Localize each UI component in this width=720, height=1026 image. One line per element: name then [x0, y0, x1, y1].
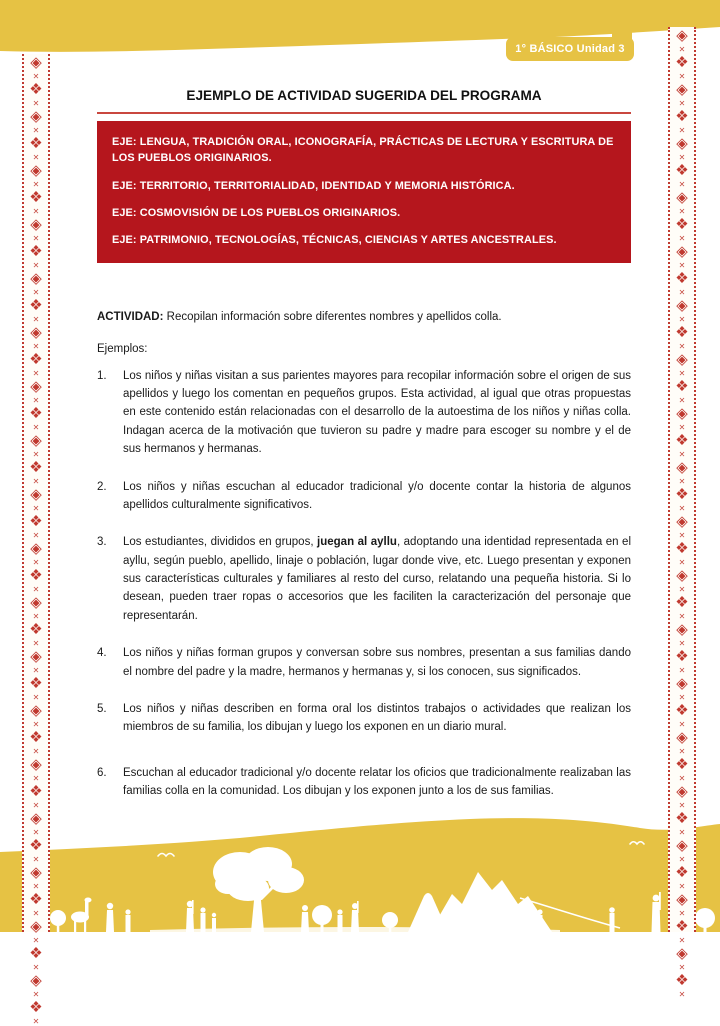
- examples-label: Ejemplos:: [97, 343, 148, 356]
- textile-diamond-motif-icon: ◈: [30, 162, 42, 179]
- textile-cross-motif-icon: ✕: [32, 396, 40, 405]
- textile-cross-motif-icon: ✕: [32, 720, 40, 729]
- textile-diamond-motif-icon: ❖: [675, 594, 689, 611]
- textile-diamond-motif-icon: ◈: [30, 864, 42, 881]
- textile-cross-motif-icon: ✕: [32, 450, 40, 459]
- eje-item: EJE: TERRITORIO, TERRITORIALIDAD, IDENTIDAD Y MEMORIA HISTÓRICA.: [112, 179, 515, 192]
- example-item: [97, 644, 631, 681]
- textile-diamond-motif-icon: ◈: [676, 459, 688, 476]
- textile-diamond-motif-icon: ◈: [676, 567, 688, 584]
- textile-diamond-motif-icon: ◈: [676, 189, 688, 206]
- person-silhouette: [200, 907, 205, 932]
- textile-cross-motif-icon: ✕: [678, 990, 686, 999]
- textile-diamond-motif-icon: ◈: [676, 783, 688, 800]
- unit-badge: 1° BÁSICO Unidad 3: [506, 37, 634, 61]
- textile-cross-motif-icon: ✕: [678, 45, 686, 54]
- example-item: [97, 478, 631, 515]
- textile-cross-motif-icon: ✕: [678, 531, 686, 540]
- textile-diamond-motif-icon: ◈: [30, 486, 42, 503]
- textile-cross-motif-icon: ✕: [678, 801, 686, 810]
- textile-diamond-motif-icon: ❖: [29, 513, 43, 530]
- person-silhouette: [186, 900, 194, 932]
- textile-diamond-motif-icon: ❖: [675, 540, 689, 557]
- item-number: 4.: [97, 647, 107, 660]
- textile-diamond-motif-icon: ❖: [675, 756, 689, 773]
- textile-diamond-motif-icon: ❖: [29, 189, 43, 206]
- textile-diamond-motif-icon: ◈: [676, 837, 688, 854]
- textile-diamond-motif-icon: ◈: [676, 729, 688, 746]
- textile-diamond-motif-icon: ◈: [30, 702, 42, 719]
- textile-diamond-motif-icon: ◈: [676, 81, 688, 98]
- textile-cross-motif-icon: ✕: [678, 261, 686, 270]
- left-textile-pattern-strip: [22, 54, 50, 1026]
- textile-cross-motif-icon: ✕: [32, 612, 40, 621]
- textile-cross-motif-icon: ✕: [32, 423, 40, 432]
- activity-text: Recopilan información sobre diferentes nombres y apellidos colla.: [163, 310, 502, 323]
- textile-cross-motif-icon: ✕: [32, 126, 40, 135]
- textile-diamond-motif-icon: ◈: [30, 594, 42, 611]
- textile-diamond-motif-icon: ◈: [30, 918, 42, 935]
- textile-diamond-motif-icon: ◈: [676, 297, 688, 314]
- textile-cross-motif-icon: ✕: [32, 882, 40, 891]
- textile-diamond-motif-icon: ❖: [675, 108, 689, 125]
- textile-cross-motif-icon: ✕: [678, 909, 686, 918]
- item-text: Escuchan al educador tradicional y/o docente relatar los oficios que tradicionalmente realizaban las familias colla en la comunidad. Los dibujan y los exponen junto a los de sus familias.: [123, 766, 631, 798]
- textile-diamond-motif-icon: ◈: [30, 378, 42, 395]
- textile-diamond-motif-icon: ❖: [29, 621, 43, 638]
- textile-diamond-motif-icon: ❖: [29, 783, 43, 800]
- person-silhouette: [106, 903, 114, 932]
- textile-cross-motif-icon: ✕: [678, 288, 686, 297]
- textile-cross-motif-icon: ✕: [32, 342, 40, 351]
- textile-cross-motif-icon: ✕: [32, 558, 40, 567]
- item-number: 1.: [97, 369, 107, 382]
- textile-diamond-motif-icon: ❖: [675, 432, 689, 449]
- textile-cross-motif-icon: ✕: [32, 909, 40, 918]
- textile-diamond-motif-icon: ❖: [29, 405, 43, 422]
- textile-diamond-motif-icon: ◈: [30, 432, 42, 449]
- textile-diamond-motif-icon: ❖: [29, 945, 43, 962]
- textile-cross-motif-icon: ✕: [678, 936, 686, 945]
- textile-cross-motif-icon: ✕: [678, 747, 686, 756]
- textile-cross-motif-icon: ✕: [32, 504, 40, 513]
- textile-cross-motif-icon: ✕: [32, 477, 40, 486]
- textile-cross-motif-icon: ✕: [32, 855, 40, 864]
- example-item: [97, 367, 631, 459]
- textile-cross-motif-icon: ✕: [678, 396, 686, 405]
- textile-diamond-motif-icon: ◈: [676, 891, 688, 908]
- textile-diamond-motif-icon: ◈: [30, 810, 42, 827]
- textile-cross-motif-icon: ✕: [32, 747, 40, 756]
- textile-diamond-motif-icon: ❖: [29, 459, 43, 476]
- textile-diamond-motif-icon: ◈: [30, 540, 42, 557]
- textile-cross-motif-icon: ✕: [678, 72, 686, 81]
- item-text: Los niños y niñas describen en forma oral los distintos trabajos o actividades que realizan los miembros de su familia, los dibujan y luego los exponen en un diario mural.: [123, 703, 631, 734]
- example-item: [97, 700, 631, 737]
- textile-diamond-motif-icon: ❖: [675, 216, 689, 233]
- eje-item: EJE: PATRIMONIO, TECNOLOGÍAS, TÉCNICAS, CIENCIAS Y ARTES ANCESTRALES.: [112, 234, 557, 247]
- textile-diamond-motif-icon: ◈: [676, 27, 688, 44]
- example-item: [97, 533, 631, 625]
- textile-diamond-motif-icon: ❖: [675, 918, 689, 935]
- textile-cross-motif-icon: ✕: [678, 423, 686, 432]
- textile-cross-motif-icon: ✕: [32, 774, 40, 783]
- activity-label: ACTIVIDAD:: [97, 310, 164, 323]
- textile-diamond-motif-icon: ❖: [675, 648, 689, 665]
- textile-cross-motif-icon: ✕: [678, 450, 686, 459]
- textile-cross-motif-icon: ✕: [32, 828, 40, 837]
- textile-cross-motif-icon: ✕: [32, 234, 40, 243]
- textile-cross-motif-icon: ✕: [32, 72, 40, 81]
- textile-diamond-motif-icon: ❖: [675, 810, 689, 827]
- textile-diamond-motif-icon: ❖: [675, 54, 689, 71]
- textile-cross-motif-icon: ✕: [678, 612, 686, 621]
- item-text: Los estudiantes, divididos en grupos, juegan al ayllu, adoptando una identidad representada en el ayllu, según pueblo, apellido, linaje o población, lugar donde vive, etc. Luego presentan y exponen sus características culturales y familiares al resto del curso, relatando una pequeña historia. Si lo desean, pueden traer ropas o accesorios que les faciliten la caracterización del personaje que representarán.: [123, 536, 631, 622]
- item-number: 2.: [97, 480, 107, 493]
- textile-diamond-motif-icon: ◈: [30, 270, 42, 287]
- textile-cross-motif-icon: ✕: [678, 963, 686, 972]
- textile-cross-motif-icon: ✕: [678, 585, 686, 594]
- textile-cross-motif-icon: ✕: [678, 315, 686, 324]
- eje-item: EJE: LENGUA, TRADICIÓN ORAL, ICONOGRAFÍA, PRÁCTICAS DE LECTURA Y ESCRITURA DE LOS PUEBLOS ORIGINARIOS.: [112, 136, 614, 165]
- textile-cross-motif-icon: ✕: [678, 477, 686, 486]
- textile-cross-motif-icon: ✕: [32, 990, 40, 999]
- textile-cross-motif-icon: ✕: [32, 531, 40, 540]
- textile-cross-motif-icon: ✕: [678, 693, 686, 702]
- textile-cross-motif-icon: ✕: [32, 585, 40, 594]
- textile-cross-motif-icon: ✕: [32, 315, 40, 324]
- textile-cross-motif-icon: ✕: [32, 639, 40, 648]
- textile-cross-motif-icon: ✕: [32, 369, 40, 378]
- textile-cross-motif-icon: ✕: [678, 558, 686, 567]
- textile-cross-motif-icon: ✕: [32, 261, 40, 270]
- textile-cross-motif-icon: ✕: [678, 126, 686, 135]
- content-column: [97, 88, 631, 820]
- textile-diamond-motif-icon: ◈: [30, 972, 42, 989]
- textile-diamond-motif-icon: ❖: [675, 702, 689, 719]
- textile-cross-motif-icon: ✕: [678, 720, 686, 729]
- eje-box: [97, 121, 631, 263]
- textile-diamond-motif-icon: ❖: [29, 999, 43, 1016]
- item-text: Los niños y niñas escuchan al educador tradicional y/o docente contar la historia de algunos apellidos culturalmente significativos.: [123, 480, 631, 511]
- textile-diamond-motif-icon: ◈: [30, 216, 42, 233]
- textile-cross-motif-icon: ✕: [678, 99, 686, 108]
- textile-cross-motif-icon: ✕: [678, 207, 686, 216]
- textile-cross-motif-icon: ✕: [678, 666, 686, 675]
- right-textile-pattern-strip: [668, 27, 696, 999]
- textile-cross-motif-icon: ✕: [32, 801, 40, 810]
- textile-diamond-motif-icon: ❖: [29, 81, 43, 98]
- textile-diamond-motif-icon: ◈: [676, 621, 688, 638]
- person-silhouette: [125, 909, 130, 932]
- textile-diamond-motif-icon: ◈: [30, 108, 42, 125]
- textile-diamond-motif-icon: ❖: [675, 378, 689, 395]
- item-number: 5.: [97, 703, 107, 716]
- textile-diamond-motif-icon: ◈: [676, 135, 688, 152]
- textile-diamond-motif-icon: ◈: [30, 54, 42, 71]
- textile-diamond-motif-icon: ◈: [676, 405, 688, 422]
- textile-cross-motif-icon: ✕: [678, 855, 686, 864]
- textile-cross-motif-icon: ✕: [678, 180, 686, 189]
- activity-paragraph: [97, 309, 631, 326]
- textile-cross-motif-icon: ✕: [32, 153, 40, 162]
- textile-diamond-motif-icon: ❖: [675, 324, 689, 341]
- textile-cross-motif-icon: ✕: [678, 504, 686, 513]
- person-silhouette: [609, 907, 615, 932]
- textile-diamond-motif-icon: ❖: [675, 270, 689, 287]
- textile-diamond-motif-icon: ❖: [29, 135, 43, 152]
- textile-cross-motif-icon: ✕: [32, 666, 40, 675]
- textile-cross-motif-icon: ✕: [32, 207, 40, 216]
- textile-cross-motif-icon: ✕: [32, 99, 40, 108]
- textile-diamond-motif-icon: ❖: [29, 567, 43, 584]
- textile-diamond-motif-icon: ❖: [675, 864, 689, 881]
- textile-cross-motif-icon: ✕: [678, 828, 686, 837]
- example-list: [97, 367, 631, 801]
- textile-cross-motif-icon: ✕: [678, 369, 686, 378]
- textile-cross-motif-icon: ✕: [678, 639, 686, 648]
- textile-diamond-motif-icon: ◈: [676, 945, 688, 962]
- textile-cross-motif-icon: ✕: [678, 234, 686, 243]
- page-title: EJEMPLO DE ACTIVIDAD SUGERIDA DEL PROGRAMA: [186, 88, 542, 103]
- textile-cross-motif-icon: ✕: [32, 936, 40, 945]
- textile-cross-motif-icon: ✕: [32, 180, 40, 189]
- textile-cross-motif-icon: ✕: [678, 774, 686, 783]
- textile-cross-motif-icon: ✕: [678, 153, 686, 162]
- textile-cross-motif-icon: ✕: [32, 963, 40, 972]
- textile-diamond-motif-icon: ❖: [29, 243, 43, 260]
- textile-diamond-motif-icon: ❖: [29, 675, 43, 692]
- textile-cross-motif-icon: ✕: [678, 882, 686, 891]
- person-silhouette: [652, 892, 661, 932]
- textile-cross-motif-icon: ✕: [678, 342, 686, 351]
- example-item: [97, 764, 631, 801]
- textile-diamond-motif-icon: ◈: [30, 648, 42, 665]
- textile-diamond-motif-icon: ◈: [676, 351, 688, 368]
- textile-diamond-motif-icon: ◈: [676, 675, 688, 692]
- item-text: Los niños y niñas forman grupos y conversan sobre sus nombres, presentan a sus familias dando el nombre del padre y la madre, hermanos y hermanas y, si los conocen, sus significados.: [123, 647, 631, 678]
- item-number: 3.: [97, 536, 107, 549]
- textile-diamond-motif-icon: ❖: [29, 729, 43, 746]
- textile-cross-motif-icon: ✕: [32, 693, 40, 702]
- item-number: 6.: [97, 766, 107, 779]
- item-text: Los niños y niñas visitan a sus parientes mayores para recopilar información sobre el origen de sus apellidos y luego los comentan en pequeños grupos. Esta actividad, al igual que otras propuestas en este contenido están relacionadas con el desarrollo de la autoestima de los niños y niñas colla. Indagan acerca de la motivación que tuvieron su padre y madre para escoger su nombre y el de sus hermanos y hermanas.: [123, 369, 631, 456]
- textile-diamond-motif-icon: ❖: [675, 162, 689, 179]
- textile-diamond-motif-icon: ◈: [30, 324, 42, 341]
- textile-diamond-motif-icon: ❖: [675, 486, 689, 503]
- textile-cross-motif-icon: ✕: [32, 288, 40, 297]
- red-rule: [97, 112, 631, 114]
- eje-item: EJE: COSMOVISIÓN DE LOS PUEBLOS ORIGINARIOS.: [112, 207, 401, 220]
- textile-diamond-motif-icon: ❖: [675, 972, 689, 989]
- textile-diamond-motif-icon: ◈: [676, 513, 688, 530]
- person-silhouette: [537, 909, 542, 932]
- textile-diamond-motif-icon: ❖: [29, 891, 43, 908]
- textile-cross-motif-icon: ✕: [32, 1017, 40, 1026]
- textile-diamond-motif-icon: ❖: [29, 351, 43, 368]
- textile-diamond-motif-icon: ◈: [30, 756, 42, 773]
- textile-diamond-motif-icon: ❖: [29, 297, 43, 314]
- textile-diamond-motif-icon: ❖: [29, 837, 43, 854]
- textile-diamond-motif-icon: ◈: [676, 243, 688, 260]
